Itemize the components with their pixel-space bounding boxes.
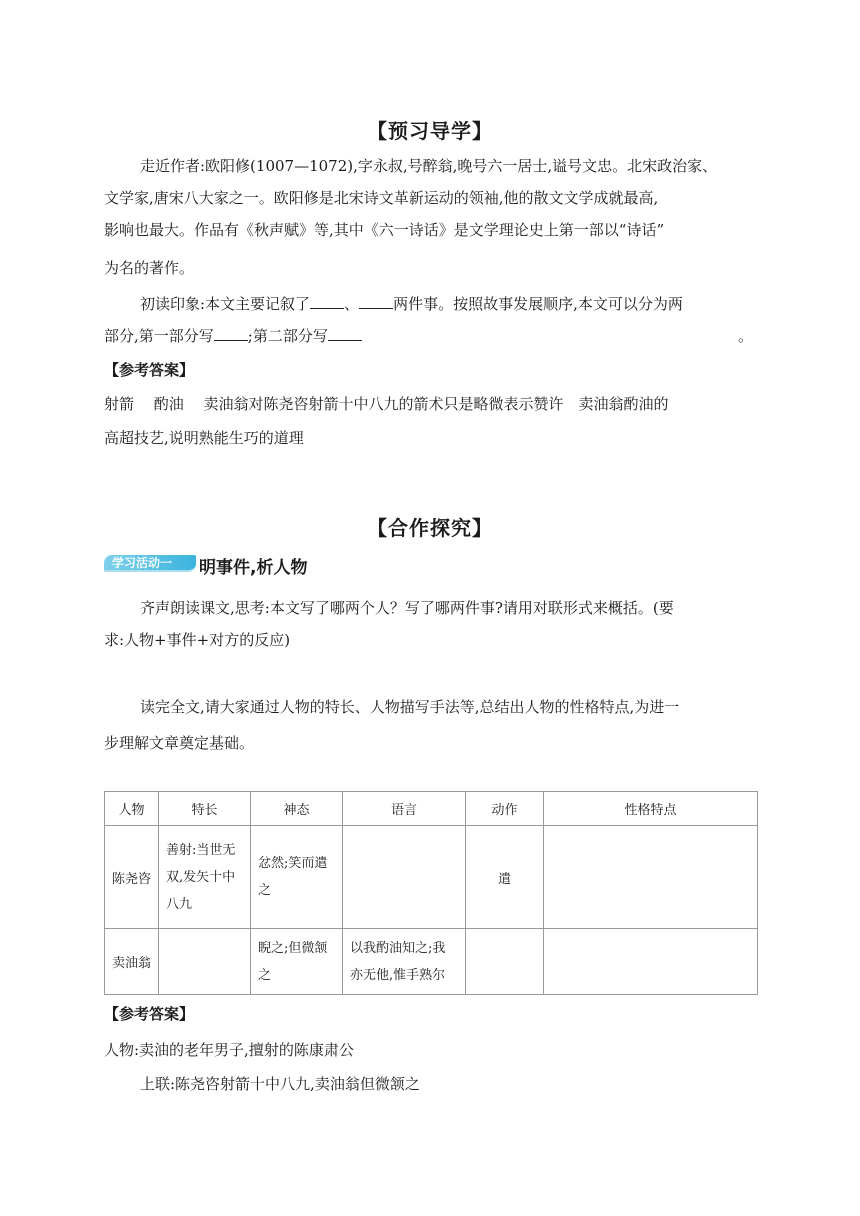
expression-cell (251, 826, 343, 929)
cell-line: 之 (258, 883, 272, 898)
fill-blank[interactable] (328, 326, 362, 341)
cell-line: 忿然;笑而遣 (258, 856, 328, 871)
action-cell: 遣 (466, 826, 544, 929)
author-intro-line: 文学家,唐宋八大家之一。欧阳修是北宋诗文革新运动的领袖,他的散文文学成就最高, (104, 189, 659, 207)
speech-cell[interactable] (343, 826, 466, 929)
person-cell: 陈尧咨 (105, 826, 159, 929)
first-reading-text: 部分,第一部分写 (104, 327, 214, 345)
table-row (105, 826, 758, 929)
period: 。 (738, 327, 754, 345)
cell-line: 之 (258, 967, 272, 983)
fill-blank[interactable] (214, 326, 248, 341)
table-header: 人物 (105, 792, 159, 826)
question-line: 步理解文章奠定基础。 (104, 734, 255, 752)
character-table (104, 791, 758, 995)
answer-line: 高超技艺,说明熟能生巧的道理 (104, 429, 304, 447)
answer-line: 人物:卖油的老年男子,擅射的陈康肃公 (104, 1041, 354, 1059)
table-row (105, 929, 758, 995)
cell-line: 双,发矢十中 (166, 869, 236, 885)
author-intro-line: 影响也最大。作品有《秋声赋》等,其中《六一诗话》是文学理论史上第一部以“诗话” (104, 221, 665, 239)
question-line: 齐声朗读课文,思考:本文写了哪两个人？写了哪两件事?请用对联形式来概括。(要 (140, 599, 674, 617)
cell-line: 以我酌油知之;我 (350, 940, 446, 956)
answer-line: 射箭 酌油 卖油翁对陈尧咨射箭十中八九的箭术只是略微表示赞许 卖油翁酌油的 (104, 395, 669, 413)
first-reading-text: ;第二部分写 (247, 327, 328, 345)
activity-badge: 学习活动一 (104, 555, 196, 572)
cell-line: 亦无他,惟手熟尔 (350, 967, 446, 983)
cell-line: 善射:当世无 (166, 842, 236, 858)
table-header: 动作 (466, 792, 544, 826)
answer-label: 【参考答案】 (104, 361, 195, 379)
fill-blank[interactable] (359, 294, 393, 309)
table-header: 特长 (159, 792, 251, 826)
question-line: 求:人物+事件+对方的反应) (104, 631, 291, 649)
section-title-preview: 【预习导学】 (367, 119, 493, 143)
author-intro-line: 走近作者:欧阳修(1007—1072),字永叔,号醉翁,晚号六一居士,谥号文忠。北宋政治家、 (140, 157, 718, 175)
action-cell[interactable] (466, 929, 544, 995)
answer-line: 上联:陈尧咨射箭十中八九,卖油翁但微颔之 (140, 1075, 420, 1093)
first-reading-text: 两件事。按照故事发展顺序,本文可以分为两 (393, 295, 683, 313)
table-header-row (105, 792, 758, 826)
skill-cell (159, 826, 251, 929)
expression-cell (251, 929, 343, 995)
first-reading-line (140, 294, 683, 314)
section-title-explore: 【合作探究】 (367, 516, 493, 540)
trait-cell[interactable] (544, 929, 758, 995)
answer-label: 【参考答案】 (104, 1005, 195, 1023)
first-reading-text: 初读印象:本文主要记叙了 (140, 295, 311, 313)
table-header: 语言 (343, 792, 466, 826)
table-header: 性格特点 (544, 792, 758, 826)
separator: 、 (344, 295, 360, 313)
table-header: 神态 (251, 792, 343, 826)
cell-line: 八九 (166, 896, 193, 912)
first-reading-line (104, 326, 362, 346)
fill-blank[interactable] (310, 294, 344, 309)
trait-cell[interactable] (544, 826, 758, 929)
person-cell: 卖油翁 (105, 929, 159, 995)
skill-cell[interactable] (159, 929, 251, 995)
cell-line: 睨之;但微颔 (258, 940, 328, 956)
activity-title: 明事件,析人物 (199, 558, 308, 578)
author-intro-line: 为名的著作。 (104, 259, 195, 277)
speech-cell (343, 929, 466, 995)
question-line: 读完全文,请大家通过人物的特长、人物描写手法等,总结出人物的性格特点,为进一 (140, 698, 680, 716)
